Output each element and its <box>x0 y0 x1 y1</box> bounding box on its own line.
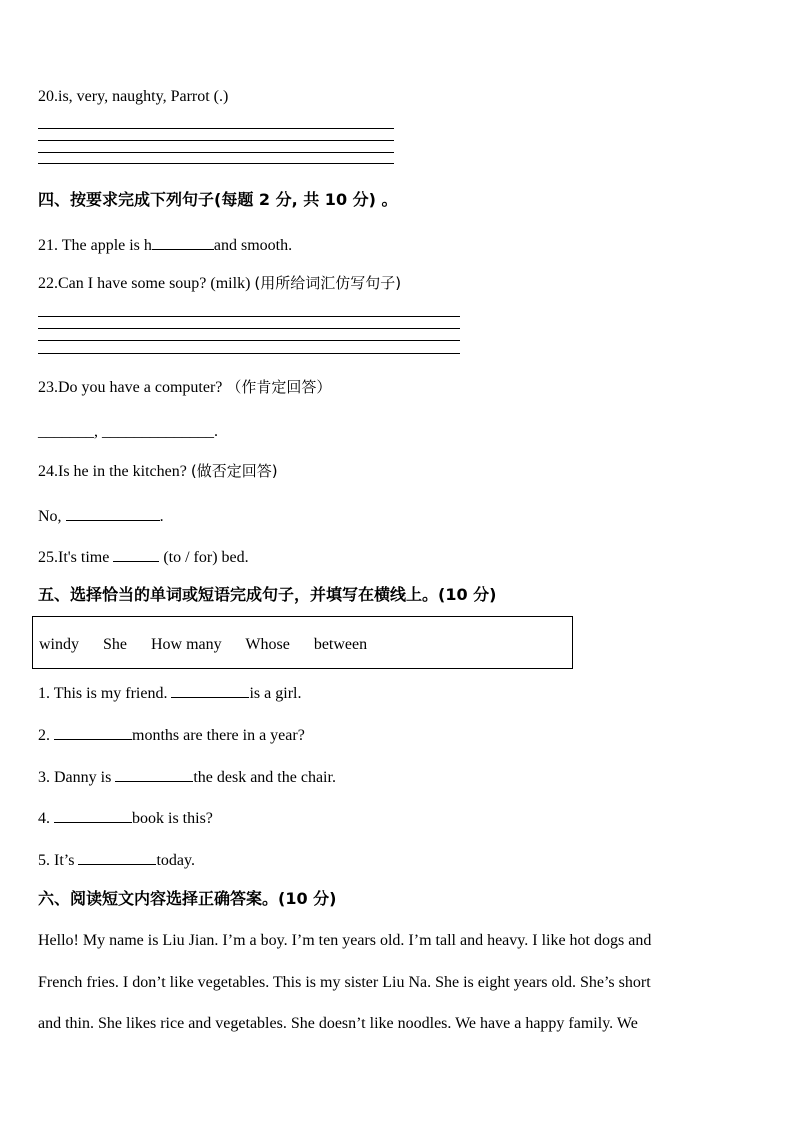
item-5-before: 5. It’s <box>38 852 75 869</box>
question-24 <box>38 464 278 480</box>
blank-5-5[interactable] <box>78 850 156 865</box>
answer-line-20-3[interactable] <box>38 152 394 153</box>
word-bank-box <box>32 616 573 669</box>
blank-25[interactable] <box>113 547 159 562</box>
word-bank-item: How many <box>151 636 222 653</box>
passage-line-2: French fries. I don’t like vegetables. This is my sister Liu Na. She is eight years old. She’s short <box>38 974 651 991</box>
answer-line-22-2[interactable] <box>38 328 460 329</box>
answer-line-22-1[interactable] <box>38 316 460 317</box>
question-21-after: and smooth. <box>213 237 293 254</box>
item-1-after: is a girl. <box>249 685 302 702</box>
question-25 <box>38 547 249 566</box>
section-4-heading: 四、按要求完成下列句子(每题 2 分, 共 10 分) 。 <box>38 190 398 209</box>
section-5-item-3 <box>38 767 336 786</box>
question-24-answer <box>38 506 164 525</box>
item-2-before: 2. <box>38 727 50 744</box>
section-5-item-1 <box>38 683 301 702</box>
blank-5-1[interactable] <box>171 683 249 698</box>
section-5-item-4 <box>38 808 213 827</box>
question-21 <box>38 235 292 254</box>
answer-line-22-4[interactable] <box>38 353 460 354</box>
answer-line-22-3[interactable] <box>38 340 460 341</box>
question-24-hint: (做否定回答) <box>190 462 278 480</box>
word-bank-item: windy <box>39 636 79 653</box>
item-4-before: 4. <box>38 810 50 827</box>
blank-5-2[interactable] <box>54 725 132 740</box>
question-22-prompt: 22.Can I have some soup? (milk) <box>38 275 251 292</box>
section-5-item-2 <box>38 725 305 744</box>
section-5-heading: 五、选择恰当的单词或短语完成句子，并填写在横线上。(10 分) <box>38 585 497 604</box>
passage-line-3: and thin. She likes rice and vegetables. She doesn’t like noodles. We have a happy family. We <box>38 1015 638 1032</box>
question-23 <box>38 380 331 396</box>
item-3-before: 3. Danny is <box>38 769 112 786</box>
section-6-heading: 六、阅读短文内容选择正确答案。(10 分) <box>38 889 337 908</box>
section-5-item-5 <box>38 850 195 869</box>
blank-5-3[interactable] <box>115 767 193 782</box>
word-bank-item: between <box>313 636 368 653</box>
question-24-prompt: 24.Is he in the kitchen? <box>38 463 187 480</box>
item-5-after: today. <box>156 852 195 869</box>
item-1-before: 1. This is my friend. <box>38 685 168 702</box>
word-bank-item: She <box>103 636 127 653</box>
answer-line-20-4[interactable] <box>38 163 394 164</box>
blank-24[interactable] <box>66 506 160 521</box>
answer-line-20-1[interactable] <box>38 128 394 129</box>
question-22 <box>38 276 401 292</box>
question-20-prompt: 20.is, very, naughty, Parrot (.) <box>38 88 229 105</box>
question-24-answer-prefix: No, <box>38 508 62 525</box>
question-25-after: (to / for) bed. <box>163 549 249 566</box>
question-23-hint: （作肯定回答） <box>226 378 332 396</box>
blank-21[interactable] <box>152 235 214 250</box>
question-23-answer-line[interactable]: _______, ______________. <box>38 423 218 440</box>
item-3-after: the desk and the chair. <box>193 769 336 786</box>
word-bank <box>39 636 387 654</box>
item-4-after: book is this? <box>132 810 213 827</box>
question-24-answer-suffix: . <box>159 508 164 525</box>
blank-5-4[interactable] <box>54 808 132 823</box>
question-21-before: 21. The apple is h <box>38 237 152 254</box>
answer-line-20-2[interactable] <box>38 140 394 141</box>
item-2-after: months are there in a year? <box>132 727 305 744</box>
word-bank-item: Whose <box>245 636 290 653</box>
question-25-before: 25.It's time <box>38 549 110 566</box>
question-23-prompt: 23.Do you have a computer? <box>38 379 223 396</box>
passage-line-1: Hello! My name is Liu Jian. I’m a boy. I’m ten years old. I’m tall and heavy. I like hot dogs and <box>38 932 652 949</box>
question-22-hint: (用所给词汇仿写句子) <box>254 274 402 292</box>
